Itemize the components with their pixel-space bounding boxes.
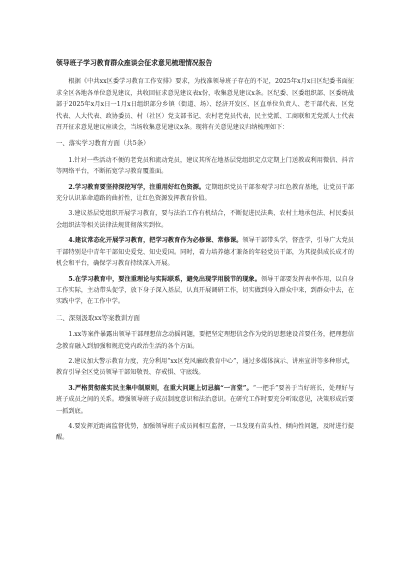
item-lead: 3.严格贯彻落实民主集中制原则，在重大问题上切忌搞“一言堂”。: [68, 384, 253, 392]
intro-paragraph: 根据《中共xx区委学习教育工作安排》要求，为找准领导班子存在的不足，2025年x月x日区纪委书面征求全区各地各单位意见建议，共收回征求意见建议表x份，收集意见建议x条。区纪委、区委组织部、区委统战部于2025年x月x日一1月x日组织部分乡镇（街道、场）、经济开发区、区直单位负责人、老干部代表、区党代表、人大代表、政协委员、村（社区）党支部书记、农村老党员代表，民主党派、工商联和无党派人士代表召开征求意见建议座谈会，当场收集意见建议x条。现将有关意见建议归纳梳理如下：: [56, 78, 354, 132]
item-text: 3.建议基层党组织开展学习教育，要与法治工作有机结合，不断促进民法典、农村土地承包法、村民委员会组织法等相关法律法规贯彻落实到位。: [56, 210, 354, 229]
section-lessons: [56, 313, 354, 444]
item-lead: 5.在学习教育中，要注重理论与实际联系，避免出现学用脱节的现象。: [68, 275, 261, 283]
item-text: 领导干部带头学，督查学，引导广大党员干部特别是中青年干部知史爱党、知史爱国。同时，着力培养德才兼备的年轻党员干部，为其提供成长成才的机会和平台，确保学习教育持续深入开展。: [56, 237, 354, 268]
item-text: 1.针对一些活动不便的老党员和流动党员，建议其所在地基层党组织定点定期上门送教或利用微信、抖音等网络平台，不断拓宽学习教育覆盖面。: [56, 156, 354, 176]
item-text: 4.要发挥近距离监督优势，加强领导班子成员间相互监督，一旦发现有苗头性、倾向性问题，及时进行提醒。: [56, 422, 354, 442]
section-heading: 二、深刻汲取xx等案教训方面: [56, 313, 140, 322]
section-item: [56, 235, 354, 269]
section-item: [56, 208, 354, 231]
item-text: 定期组织党员干部参观学习红色教育基地，让党员干部充分认识革命道路的曲折性，让红色资源发挥教育价值。: [56, 183, 354, 203]
item-text: 1.xx等案件暴露出领导干部理想信念动摇问题，要把坚定理想信念作为党的思想建设首要任务，把理想信念教育融入到加强和规范党内政治生活的各个方面。: [56, 331, 354, 350]
section-heading: 一、落实学习教育方面（共5条）: [56, 139, 150, 148]
item-lead: 4.建议常态化开展学习教育，把学习教育作为必修课、常修课。: [68, 237, 243, 245]
section-item: [56, 329, 354, 352]
section-item: [56, 155, 354, 178]
section-item: [56, 356, 354, 379]
section-item: [56, 274, 354, 308]
item-text: 领导干部要发挥表率作用，以自身工作实际，主动带头促学，放下身子深入基层，认真开展调研工作，切实做到身入群众中来，到群众中去，在实践中学，在工作中学。: [56, 275, 354, 306]
item-lead: 2.学习教育要坚持深挖写学，注重用好红色资源。: [68, 183, 206, 191]
item-text: “一把手”要善于当好班长，处理好与班子成员之间的关系。增强领导班子成员制度意识和法治意识。在研究工作时要充分听取意见，决策形成后要一抓到底。: [56, 384, 355, 415]
item-text: 2.建议加大警示教育力度，充分利用“xx区党风廉政教育中心”，通过多媒体演示、讲座宣讲等多种形式，教育引导全区党员领导干部知敬畏、存戒惧、守底线。: [56, 357, 354, 377]
section-item: [56, 383, 354, 417]
document-title: 领导班子学习教育群众座谈会征求意见梳理情况报告: [56, 59, 213, 67]
section-item: [56, 182, 354, 205]
section-learning: [56, 138, 354, 307]
section-item: [56, 421, 354, 444]
